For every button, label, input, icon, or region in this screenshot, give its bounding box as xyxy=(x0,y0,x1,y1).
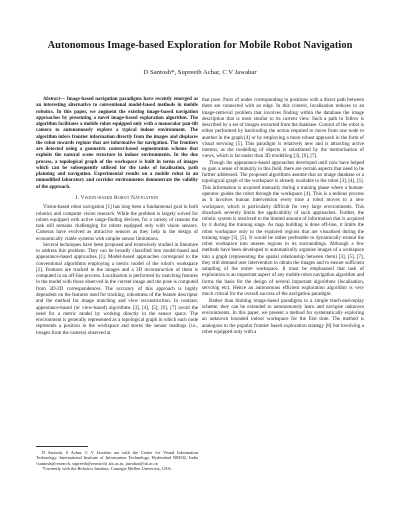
body-paragraph: Several techniques have been proposed and extensively studied in literature to address this problem. They can be broadly classified into model-based and appearance-based approaches [1]. Model-based approaches correspond to the conventional algorithms employing a metric model of the robot's workspace [2]. Features are tracked in the images and a 3D reconstruction of them is computed in an off-line process. Localisation is performed by matching features in the model with those observed in the current image and the pose is computed from 3D-2D correspondences. The accuracy of this approach is highly dependent on the features used for tracking, robustness of the feature descriptor and the method for image matching and view reconstruction. In contrast, appearance-based (or view-based) algorithms [3], [4], [5], [6], [7] avoid the need for a metric model by working directly in the sensor space. The environment is generally represented as a topological graph in which each node represents a position in the workspace and stores the sensor readings (i.e., images from the camera) observed at xyxy=(36,241,198,336)
author-list: D Santosh*, Supreeth Achar, C V Jawahar xyxy=(143,69,257,76)
right-column xyxy=(202,97,364,335)
abstract-label: Abstract xyxy=(43,97,61,102)
body-paragraph: Rather than limiting image-based paradigms to a simple teach-and-replay scheme, they can be extended to autonomously learn and navigate unknown environments. In this paper, we present a method for systematically exploring an unknown bounded indoor workspace for the first time. The method is analogous to the popular frontier based exploration strategy [8] but involving a robot equipped only with a xyxy=(202,297,364,335)
body-paragraph: Vision-based robot navigation [1] has long been a fundamental goal in both robotics and computer vision research. While the problem is largely solved for robots equipped with active range-finding devices, for a variety of reasons the task still remains challenging for robots equipped only with vision sensors. Cameras have evolved as attractive sensors as they help in the design of economically viable systems with simpler sensor limitations. xyxy=(36,204,198,242)
left-column xyxy=(36,97,198,336)
body-paragraph: Though the appearance-based approaches developed until now have helped us gain a sense of maturity in this field, there are certain aspects that need to be further addressed. The proposed algorithms assume that an image database or a topological graph of the workspace is already available to the robot [3], [4], [5]. This information is acquired manually during a training phase where a human-operator guides the robot through the workspace [4]. This is a tedious process as it involves human intervention every time a robot moves to a new workspace, which is particularly difficult for very large environments. This drawback severely limits the applicability of such approaches. Further, the robotic system is restricted to the limited amount of information that is acquired by it during the training stage. As map building is done off-line, it limits the robot workspace only to the explored regions that are visualised during the training stage [3], [5]. It would be rather preferable to dynamically extend the robot workspace into unseen regions in its surroundings. Although a few methods have been developed to automatically organise images of a workspace into a graph (representing the spatial relationship between them) [3], [5], [7], they still demand user intervention to obtain the images and to ensure sufficient sampling of the entire workspace. It must be emphasised that task of exploration is an important aspect of any mobile robot navigation algorithm and forms the basis for the design of several important algorithms (localisation, servoing etc). Hence an autonomous efficient exploration algorithm is very much critical for the overall success of the navigation paradigm. xyxy=(202,159,364,298)
abstract xyxy=(36,97,198,191)
body-paragraph: that pose. Pairs of nodes corresponding to positions with a direct path between them are connected with an edge. In this context, localisation reduces to an image-retrieval problem that involves finding within the database the image description that is most similar to its current view. Such a path to follow is described by a set of images extracted from the database. Control of the robot is either performed by hardcoding the action required to move from one node to another in the graph [4] or by employing a more robust approach in the form of visual servoing [5]. This paradigm is relatively new and is attracting active interest, as the modelling of objects is substituted by the memorisation of views, which is far easier than 3D modelling [3], [6], [7]. xyxy=(202,97,364,160)
footnotes xyxy=(36,446,198,471)
affiliation-footnote: D Santosh, S Achar, C V Jawahar are with the Center for Visual Information Technology, International Institute of Information Technology, Hyderabad 500032, India {santosh@research, supreeth@research}.iiit.ac.in, jawahar@iiit.ac.in xyxy=(36,450,198,466)
section-heading: I. Vision-based Robot Navigation xyxy=(75,194,159,201)
footnote-rule xyxy=(36,446,88,447)
paper-title: Autonomous Image-based Exploration for Mobile Robot Navigation xyxy=(47,40,353,51)
current-affiliation-footnote: *Currently with the Robotics Institute, Carnegie Mellon University, USA. xyxy=(42,465,172,471)
abstract-text: — Image-based navigation paradigms have recently emerged as an interesting alternative to conventional model-based methods in mobile robotics. In this paper, we augment the existing image-based navigation approaches by presenting a novel image-based exploration algorithm. The algorithm facilitates a mobile robot equipped only with a monocular pan-tilt camera to autonomously explore a typical indoor environment. The algorithm infers frontier information directly from the images and displaces the robot towards regions that are informative for navigation. The frontiers are detected using a geometric context-based segmentation scheme that exploits the natural scene structure in indoor environments. In the due process, a topological graph of the workspace is built in terms of images which can be subsequently utilised for the tasks of localisation, path planning and navigation. Experimental results on a mobile robot in an unmodified laboratory and corridor environments demonstrate the validity of the approach. xyxy=(36,97,198,190)
